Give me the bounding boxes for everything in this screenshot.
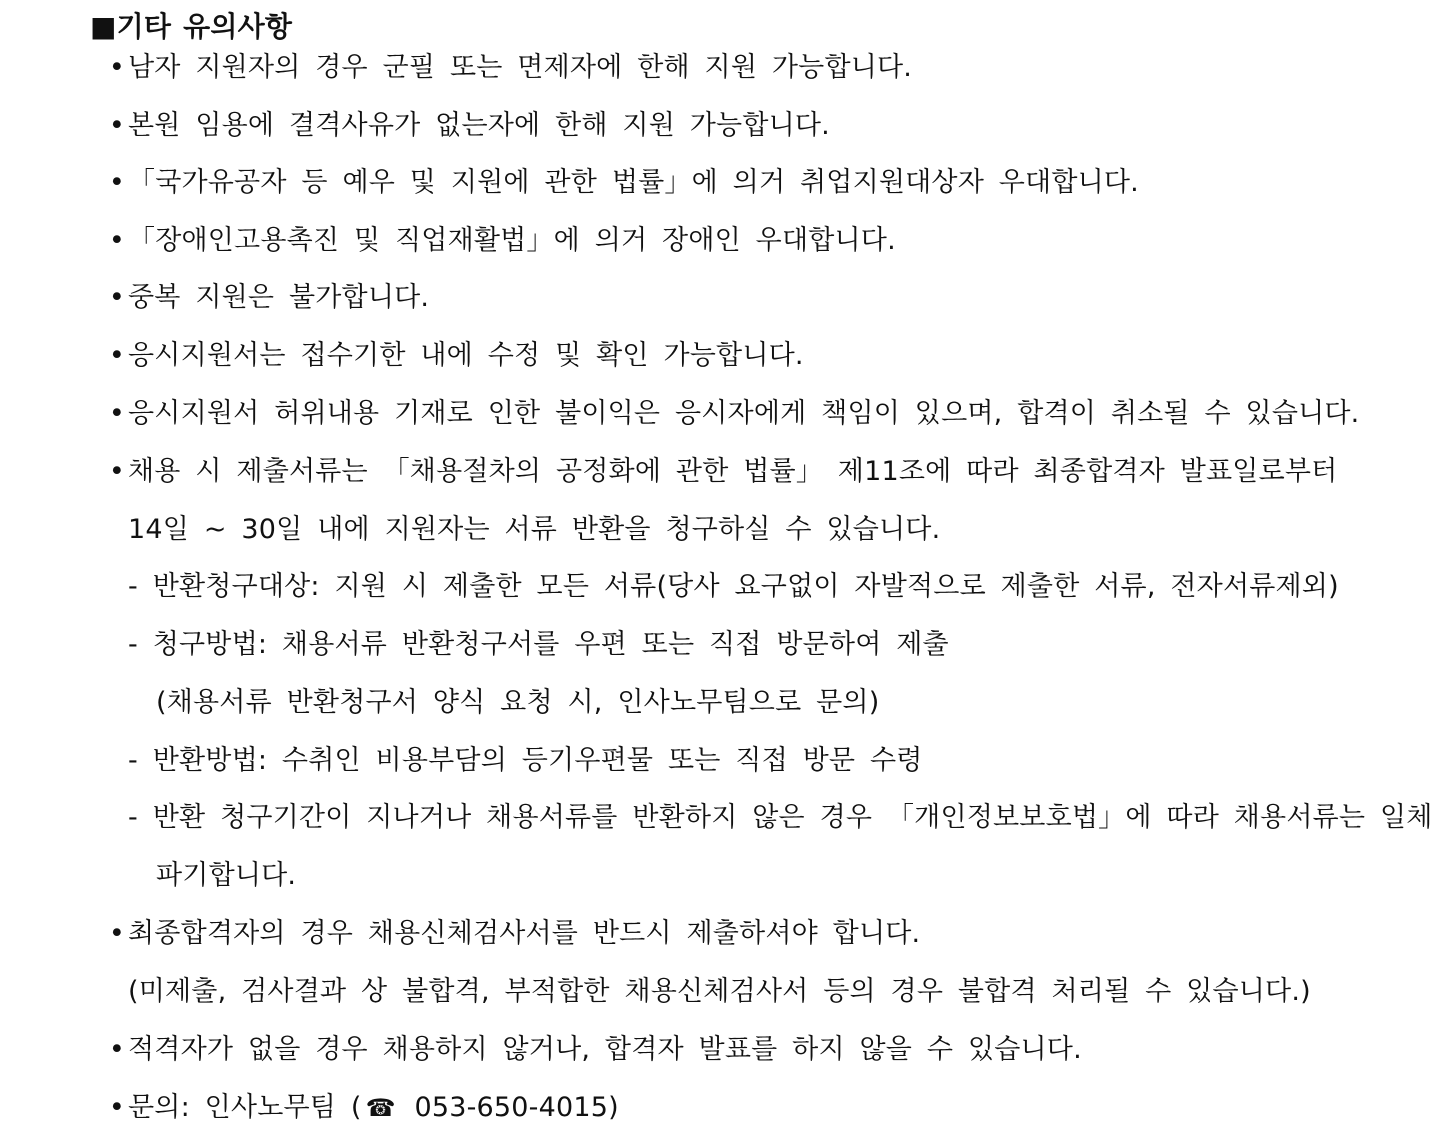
notice-item-military <box>108 50 912 86</box>
bullet: • <box>108 282 126 313</box>
notice-text: 남자 지원자의 경우 군필 또는 면제자에 한해 지원 가능합니다. <box>128 52 913 83</box>
phone-icon: ☎ <box>365 1094 396 1122</box>
notice-text: 채용 시 제출서류는 「채용절차의 공정화에 관한 법률」 제11조에 따라 최종합격자 발표일로부터 <box>128 456 1338 487</box>
bullet: • <box>108 225 126 256</box>
bullet: • <box>108 1092 126 1123</box>
contact-phone: 053-650-4015) <box>399 1092 619 1123</box>
notice-item-contact <box>108 1090 619 1126</box>
notice-item-health-check <box>108 916 920 952</box>
bullet: • <box>108 456 126 487</box>
bullet: • <box>108 918 126 949</box>
return-target-item: - 반환청구대상: 지원 시 제출한 모든 서류(당사 요구없이 자발적으로 제출한 서류, 전자서류제외) <box>128 571 1339 602</box>
return-method-request-item: - 청구방법: 채용서류 반환청구서를 우편 또는 직접 방문하여 제출 <box>128 629 949 660</box>
notice-text: 「장애인고용촉진 및 직업재활법」에 의거 장애인 우대합니다. <box>128 225 896 256</box>
notice-item-disqualification <box>108 108 830 144</box>
bullet: • <box>108 340 126 371</box>
notice-item-duplicate <box>108 280 429 316</box>
return-form-note: (채용서류 반환청구서 양식 요청 시, 인사노무팀으로 문의) <box>156 687 880 718</box>
notice-text: 적격자가 없을 경우 채용하지 않거나, 합격자 발표를 하지 않을 수 있습니다. <box>128 1034 1082 1065</box>
notice-item-no-hire <box>108 1032 1082 1068</box>
bullet: • <box>108 1034 126 1065</box>
return-expiry-continuation: 파기합니다. <box>156 860 297 891</box>
section-heading: ■기타 유의사항 <box>90 10 293 43</box>
notice-item-edit-period <box>108 338 804 374</box>
return-expiry-item: - 반환 청구기간이 지나거나 채용서류를 반환하지 않은 경우 「개인정보보호법」에 따라 채용서류는 일체 <box>128 802 1433 833</box>
notice-item-false-info <box>108 396 1359 432</box>
notice-text: 응시지원서는 접수기한 내에 수정 및 확인 가능합니다. <box>128 340 804 371</box>
bullet: • <box>108 52 126 83</box>
notice-text: 최종합격자의 경우 채용신체검사서를 반드시 제출하셔야 합니다. <box>128 918 921 949</box>
notice-text: 「국가유공자 등 예우 및 지원에 관한 법률」에 의거 취업지원대상자 우대합니다. <box>128 167 1139 198</box>
contact-label: 문의: 인사노무팀 ( <box>128 1092 362 1123</box>
notice-continuation: 14일 ~ 30일 내에 지원자는 서류 반환을 청구하실 수 있습니다. <box>128 514 941 545</box>
notice-text: 본원 임용에 결격사유가 없는자에 한해 지원 가능합니다. <box>128 110 830 141</box>
notice-item-document-return <box>108 454 1337 490</box>
bullet: • <box>108 167 126 198</box>
notice-item-veterans <box>108 165 1139 201</box>
notice-text: 중복 지원은 불가합니다. <box>128 282 430 313</box>
health-check-note: (미제출, 검사결과 상 불합격, 부적합한 채용신체검사서 등의 경우 불합격 처리될 수 있습니다.) <box>128 976 1311 1007</box>
return-method-item: - 반환방법: 수취인 비용부담의 등기우편물 또는 직접 방문 수령 <box>128 745 923 776</box>
bullet: • <box>108 110 126 141</box>
bullet: • <box>108 398 126 429</box>
notice-item-disabled <box>108 223 896 259</box>
notice-text: 응시지원서 허위내용 기재로 인한 불이익은 응시자에게 책임이 있으며, 합격이 취소될 수 있습니다. <box>128 398 1360 429</box>
